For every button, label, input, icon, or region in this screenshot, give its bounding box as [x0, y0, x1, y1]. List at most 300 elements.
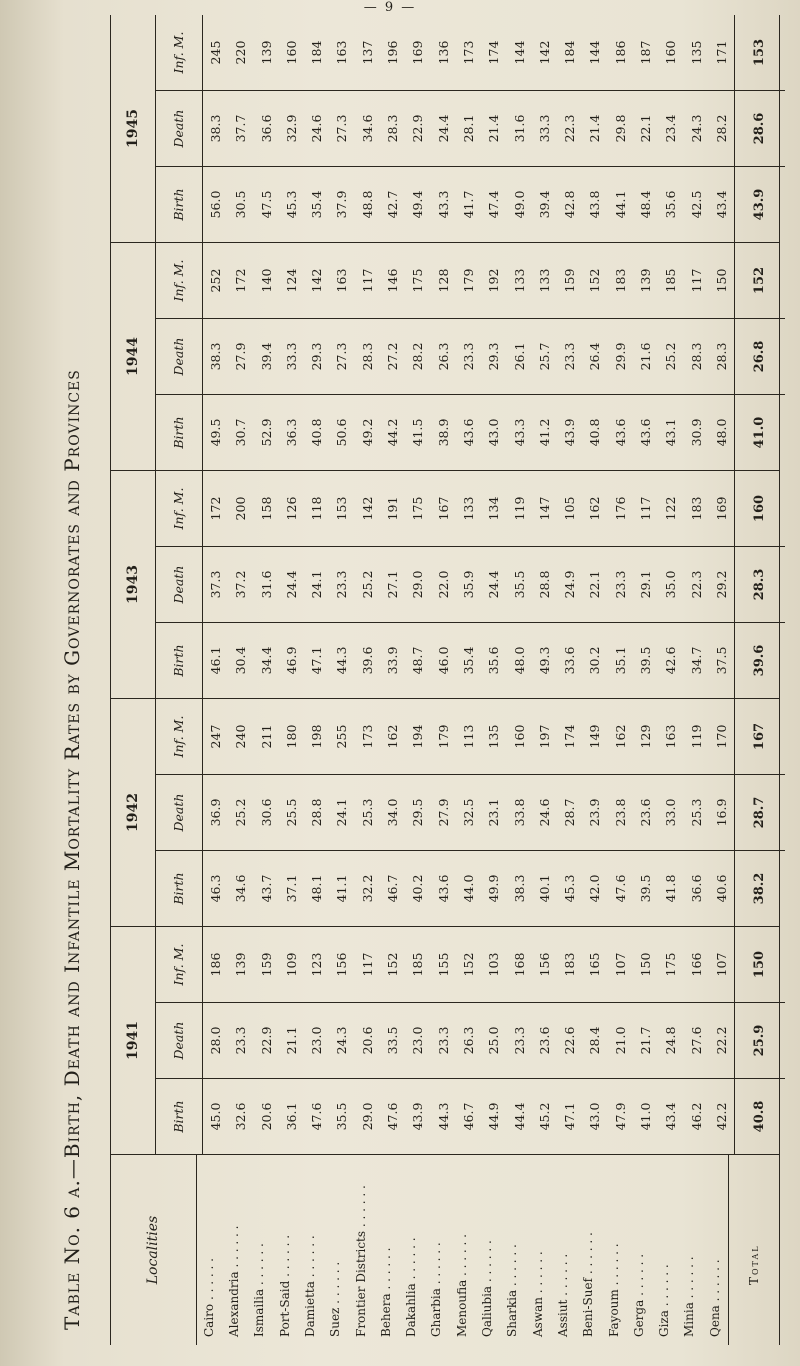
- table-cell: 139: [258, 40, 274, 65]
- table-cell: 166: [688, 952, 704, 977]
- table-cell: 24.4: [486, 570, 502, 599]
- total-cell: 160: [734, 471, 785, 546]
- table-cell: 20.6: [359, 1026, 375, 1055]
- death-column: [203, 1002, 785, 1078]
- locality-row: Damietta . . . . . .: [302, 1235, 317, 1337]
- table-cell: 22.1: [638, 114, 654, 143]
- table-cell: 191: [385, 496, 401, 521]
- value-columns: [203, 927, 785, 1154]
- total-cell: 39.6: [734, 623, 785, 698]
- table-cell: 23.4: [663, 114, 679, 143]
- table-cell: 24.8: [663, 1026, 679, 1055]
- table-cell: 43.7: [258, 874, 274, 903]
- table-cell: 35.9: [460, 570, 476, 599]
- table-cell: 28.3: [359, 342, 375, 371]
- table-cell: 39.5: [638, 646, 654, 675]
- table-cell: 21.4: [486, 114, 502, 143]
- table-cell: 156: [334, 952, 350, 977]
- table-cell: 35.0: [663, 570, 679, 599]
- table-cell: 44.9: [486, 1102, 502, 1131]
- value-columns: [203, 15, 785, 242]
- inf-column: [203, 15, 785, 90]
- table-cell: 174: [486, 40, 502, 65]
- table-cell: 35.5: [511, 570, 527, 599]
- birth-column: [203, 166, 785, 242]
- table-cell: 33.8: [511, 798, 527, 827]
- table-cell: 163: [663, 724, 679, 749]
- birth-column: [203, 622, 785, 698]
- localities-list: [197, 1155, 728, 1345]
- table-cell: 139: [638, 268, 654, 293]
- inf-column: [203, 699, 785, 774]
- table-cell: 135: [688, 40, 704, 65]
- table-cell: 28.2: [410, 342, 426, 371]
- sub-header-death: Death: [156, 774, 202, 850]
- locality-row: Aswan . . . . . .: [530, 1251, 545, 1337]
- table-cell: 24.1: [309, 570, 325, 599]
- table-cell: 146: [385, 268, 401, 293]
- table-cell: 29.3: [486, 342, 502, 371]
- table-cell: 107: [713, 952, 729, 977]
- table-cell: 43.6: [612, 418, 628, 447]
- table-cell: 197: [536, 724, 552, 749]
- table-cell: 150: [638, 952, 654, 977]
- table-cell: 24.9: [562, 570, 578, 599]
- table-cell: 25.2: [663, 342, 679, 371]
- table-cell: 22.0: [435, 570, 451, 599]
- table-cell: 117: [359, 268, 375, 293]
- locality-row: Gerga . . . . . .: [631, 1253, 646, 1337]
- locality-row: Ismailia . . . . . .: [252, 1243, 267, 1337]
- table-cell: 23.3: [334, 570, 350, 599]
- value-columns: [203, 243, 785, 470]
- table-cell: 45.3: [562, 874, 578, 903]
- locality-row: Port-Said . . . . . .: [277, 1234, 292, 1337]
- table-cell: 47.6: [612, 874, 628, 903]
- table-cell: 173: [359, 724, 375, 749]
- table-cell: 24.4: [283, 570, 299, 599]
- table-cell: 25.0: [486, 1026, 502, 1055]
- table-cell: 23.3: [435, 1026, 451, 1055]
- table-cell: 118: [309, 496, 325, 521]
- table-cell: 105: [562, 496, 578, 521]
- table-cell: 37.5: [713, 646, 729, 675]
- table-cell: 33.3: [283, 342, 299, 371]
- table-cell: 117: [688, 268, 704, 293]
- year-group-1942: [111, 698, 779, 926]
- locality-row: Dakahlia . . . . . .: [404, 1237, 419, 1337]
- table-cell: 29.8: [612, 114, 628, 143]
- table-cell: 133: [536, 268, 552, 293]
- table-cell: 184: [562, 40, 578, 65]
- locality-row: Behera . . . . . .: [378, 1247, 393, 1337]
- table-cell: 252: [208, 268, 223, 293]
- table-cell: 27.3: [334, 342, 350, 371]
- table-cell: 43.4: [663, 1102, 679, 1131]
- total-cell: 153: [734, 15, 785, 90]
- table-cell: 30.4: [233, 646, 249, 675]
- value-columns: [203, 471, 785, 698]
- table-cell: 43.0: [486, 418, 502, 447]
- table-cell: 43.3: [511, 418, 527, 447]
- birth-column: [203, 394, 785, 470]
- table-cell: 28.3: [385, 114, 401, 143]
- table-cell: 21.7: [638, 1026, 654, 1055]
- table-cell: 46.1: [208, 646, 223, 675]
- table-cell: 39.5: [638, 874, 654, 903]
- mortality-table: [110, 15, 780, 1345]
- sub-header-inf: Inf. M.: [171, 31, 186, 74]
- table-cell: 152: [460, 952, 476, 977]
- table-cell: 30.7: [233, 418, 249, 447]
- locality-row: Qena . . . . . .: [707, 1259, 722, 1337]
- table-cell: 44.2: [385, 418, 401, 447]
- table-cell: 175: [410, 268, 426, 293]
- table-cell: 107: [612, 952, 628, 977]
- table-cell: 43.9: [562, 418, 578, 447]
- sub-header-death: Death: [156, 90, 202, 166]
- locality-row: Beni-Suef . . . . . .: [581, 1232, 596, 1337]
- table-cell: 29.3: [309, 342, 325, 371]
- table-cell: 160: [511, 724, 527, 749]
- table-cell: 183: [688, 496, 704, 521]
- table-cell: 180: [283, 724, 299, 749]
- sub-headers: [156, 15, 203, 242]
- total-cell: 152: [734, 243, 785, 318]
- value-columns: [203, 699, 785, 926]
- table-cell: 47.5: [258, 190, 274, 219]
- death-column: [203, 318, 785, 394]
- table-cell: 45.2: [536, 1102, 552, 1131]
- table-cell: 48.0: [713, 418, 729, 447]
- table-cell: 32.6: [233, 1102, 249, 1131]
- birth-column: [203, 1078, 785, 1154]
- table-cell: 37.2: [233, 570, 249, 599]
- table-cell: 20.6: [258, 1102, 274, 1131]
- table-cell: 22.6: [562, 1026, 578, 1055]
- table-cell: 119: [511, 496, 527, 521]
- table-cell: 117: [638, 496, 654, 521]
- table-cell: 44.4: [511, 1102, 527, 1131]
- table-cell: 255: [334, 724, 350, 749]
- table-cell: 135: [486, 724, 502, 749]
- table-cell: 26.3: [460, 1026, 476, 1055]
- table-cell: 39.4: [536, 190, 552, 219]
- table-cell: 133: [460, 496, 476, 521]
- table-cell: 176: [612, 496, 628, 521]
- table-cell: 40.8: [587, 418, 603, 447]
- table-cell: 43.1: [663, 418, 679, 447]
- birth-column: [203, 850, 785, 926]
- table-cell: 33.3: [536, 114, 552, 143]
- table-cell: 48.8: [359, 190, 375, 219]
- total-cell: 167: [734, 699, 785, 774]
- table-cell: 172: [233, 268, 249, 293]
- table-cell: 26.1: [511, 342, 527, 371]
- total-cell: 43.9: [734, 167, 785, 242]
- locality-row: Giza . . . . . .: [657, 1264, 672, 1337]
- table-cell: 49.2: [359, 418, 375, 447]
- table-cell: 175: [410, 496, 426, 521]
- table-cell: 28.8: [536, 570, 552, 599]
- table-cell: 159: [562, 268, 578, 293]
- table-cell: 28.1: [460, 114, 476, 143]
- table-cell: 21.6: [638, 342, 654, 371]
- locality-row: Sharkia . . . . . .: [505, 1244, 520, 1337]
- total-cell: 28.3: [734, 547, 785, 622]
- table-cell: 27.9: [435, 798, 451, 827]
- table-cell: 220: [233, 40, 249, 65]
- table-cell: 174: [562, 724, 578, 749]
- table-cell: 247: [208, 724, 223, 749]
- localities-header: Localities: [111, 1155, 197, 1345]
- table-cell: 192: [486, 268, 502, 293]
- total-cell: 38.2: [734, 851, 785, 926]
- table-cell: 30.9: [688, 418, 704, 447]
- table-cell: 36.3: [283, 418, 299, 447]
- death-column: [203, 90, 785, 166]
- table-cell: 43.8: [587, 190, 603, 219]
- sub-header-inf: Inf. M.: [171, 487, 186, 530]
- total-cell: 150: [734, 927, 785, 1002]
- table-cell: 28.0: [208, 1026, 223, 1055]
- table-cell: 36.9: [208, 798, 223, 827]
- sub-header-death: Death: [156, 1002, 202, 1078]
- table-cell: 39.4: [258, 342, 274, 371]
- table-cell: 187: [638, 40, 654, 65]
- table-cell: 179: [435, 724, 451, 749]
- table-cell: 183: [612, 268, 628, 293]
- table-cell: 185: [663, 268, 679, 293]
- table-cell: 30.6: [258, 798, 274, 827]
- table-cell: 49.3: [536, 646, 552, 675]
- table-cell: 117: [359, 952, 375, 977]
- table-cell: 48.0: [511, 646, 527, 675]
- table-cell: 47.4: [486, 190, 502, 219]
- table-cell: 165: [587, 952, 603, 977]
- table-cell: 50.6: [334, 418, 350, 447]
- table-cell: 173: [460, 40, 476, 65]
- locality-row: Qaliubia . . . . . .: [480, 1240, 495, 1337]
- table-cell: 27.1: [385, 570, 401, 599]
- table-cell: 34.4: [258, 646, 274, 675]
- table-cell: 22.1: [587, 570, 603, 599]
- table-cell: 24.1: [334, 798, 350, 827]
- table-cell: 198: [309, 724, 325, 749]
- table-cell: 22.3: [688, 570, 704, 599]
- table-cell: 40.2: [410, 874, 426, 903]
- table-cell: 34.6: [359, 114, 375, 143]
- table-cell: 26.3: [435, 342, 451, 371]
- table-cell: 22.9: [410, 114, 426, 143]
- locality-row: Menoufia . . . . . .: [454, 1233, 469, 1337]
- table-cell: 38.3: [208, 342, 223, 371]
- table-cell: 47.6: [309, 1102, 325, 1131]
- total-label: Total: [728, 1155, 779, 1345]
- table-cell: 37.1: [283, 874, 299, 903]
- table-cell: 29.9: [612, 342, 628, 371]
- table-cell: 43.3: [435, 190, 451, 219]
- table-cell: 30.5: [233, 190, 249, 219]
- table-cell: 186: [612, 40, 628, 65]
- table-cell: 38.3: [511, 874, 527, 903]
- table-cell: 23.3: [562, 342, 578, 371]
- table-cell: 129: [638, 724, 654, 749]
- table-cell: 41.8: [663, 874, 679, 903]
- table-cell: 47.6: [385, 1102, 401, 1131]
- table-title: Table No. 6 a.—Birth, Death and Infantile Mortality Rates by Governorates and Provinces: [60, 369, 84, 1330]
- page-number: — 9 —: [363, 0, 417, 15]
- table-cell: 44.0: [460, 874, 476, 903]
- table-cell: 24.4: [435, 114, 451, 143]
- table-cell: 159: [258, 952, 274, 977]
- table-cell: 169: [713, 496, 729, 521]
- year-group-1943: [111, 470, 779, 698]
- table-cell: 140: [258, 268, 274, 293]
- table-cell: 160: [663, 40, 679, 65]
- table-cell: 122: [663, 496, 679, 521]
- table-cell: 28.3: [688, 342, 704, 371]
- table-cell: 23.6: [536, 1026, 552, 1055]
- table-cell: 31.6: [258, 570, 274, 599]
- table-cell: 43.6: [638, 418, 654, 447]
- year-group-1945: [111, 15, 779, 242]
- table-cell: 28.8: [309, 798, 325, 827]
- sub-headers: [156, 243, 203, 470]
- total-cell: 41.0: [734, 395, 785, 470]
- years-block: [111, 15, 779, 1154]
- table-cell: 38.9: [435, 418, 451, 447]
- table-cell: 184: [309, 40, 325, 65]
- table-cell: 21.4: [587, 114, 603, 143]
- table-cell: 28.4: [587, 1026, 603, 1055]
- table-cell: 41.7: [460, 190, 476, 219]
- table-cell: 34.0: [385, 798, 401, 827]
- table-cell: 29.0: [359, 1102, 375, 1131]
- sub-header-inf: Inf. M.: [171, 259, 186, 302]
- table-cell: 163: [334, 268, 350, 293]
- table-cell: 36.6: [688, 874, 704, 903]
- sub-headers: [156, 699, 203, 926]
- table-cell: 35.4: [309, 190, 325, 219]
- table-cell: 162: [385, 724, 401, 749]
- table-cell: 149: [587, 724, 603, 749]
- table-cell: 139: [233, 952, 249, 977]
- inf-column: [203, 243, 785, 318]
- table-cell: 37.7: [233, 114, 249, 143]
- table-cell: 43.6: [460, 418, 476, 447]
- table-cell: 22.2: [713, 1026, 729, 1055]
- locality-row: Gharbia . . . . . .: [429, 1242, 444, 1337]
- table-cell: 183: [562, 952, 578, 977]
- table-cell: 47.1: [562, 1102, 578, 1131]
- table-cell: 42.8: [562, 190, 578, 219]
- table-cell: 23.0: [410, 1026, 426, 1055]
- table-cell: 172: [208, 496, 223, 521]
- table-cell: 44.1: [612, 190, 628, 219]
- table-cell: 27.6: [688, 1026, 704, 1055]
- table-cell: 28.3: [713, 342, 729, 371]
- table-cell: 175: [663, 952, 679, 977]
- locality-row: Assiut . . . . . .: [555, 1253, 570, 1337]
- sub-header-birth: Birth: [156, 1078, 202, 1154]
- table-cell: 49.5: [208, 418, 223, 447]
- table-cell: 25.3: [359, 798, 375, 827]
- table-cell: 170: [713, 724, 729, 749]
- locality-row: Fayoum . . . . . .: [606, 1243, 621, 1337]
- table-cell: 152: [385, 952, 401, 977]
- table-cell: 42.2: [713, 1102, 729, 1131]
- table-cell: 22.3: [562, 114, 578, 143]
- table-cell: 24.6: [536, 798, 552, 827]
- table-cell: 142: [359, 496, 375, 521]
- table-cell: 41.2: [536, 418, 552, 447]
- table-cell: 44.3: [334, 646, 350, 675]
- table-cell: 167: [435, 496, 451, 521]
- table-cell: 36.1: [283, 1102, 299, 1131]
- table-cell: 43.4: [713, 190, 729, 219]
- table-cell: 23.3: [612, 570, 628, 599]
- year-header: 1945: [111, 15, 156, 242]
- table-cell: 37.3: [208, 570, 223, 599]
- table-cell: 41.1: [334, 874, 350, 903]
- table-cell: 16.9: [713, 798, 729, 827]
- table-cell: 42.5: [688, 190, 704, 219]
- table-cell: 25.2: [359, 570, 375, 599]
- table-cell: 119: [688, 724, 704, 749]
- table-cell: 48.1: [309, 874, 325, 903]
- table-cell: 47.9: [612, 1102, 628, 1131]
- table-cell: 24.3: [688, 114, 704, 143]
- table-cell: 142: [309, 268, 325, 293]
- table-cell: 46.7: [460, 1102, 476, 1131]
- table-cell: 32.2: [359, 874, 375, 903]
- table-cell: 29.2: [713, 570, 729, 599]
- table-cell: 46.9: [283, 646, 299, 675]
- sub-headers: [156, 471, 203, 698]
- year-group-1941: [111, 926, 779, 1154]
- year-header: 1944: [111, 243, 156, 470]
- table-cell: 41.5: [410, 418, 426, 447]
- table-cell: 123: [309, 952, 325, 977]
- table-cell: 27.3: [334, 114, 350, 143]
- locality-row: Minia . . . . . .: [682, 1256, 697, 1337]
- table-cell: 28.2: [713, 114, 729, 143]
- table-cell: 24.3: [334, 1026, 350, 1055]
- table-cell: 196: [385, 40, 401, 65]
- table-cell: 33.9: [385, 646, 401, 675]
- table-cell: 23.1: [486, 798, 502, 827]
- table-cell: 211: [258, 724, 274, 749]
- table-cell: 35.4: [460, 646, 476, 675]
- table-cell: 133: [511, 268, 527, 293]
- table-cell: 200: [233, 496, 249, 521]
- table-cell: 23.8: [612, 798, 628, 827]
- locality-row: Cairo . . . . . .: [201, 1258, 216, 1337]
- locality-row: Alexandria . . . . . .: [227, 1225, 242, 1337]
- total-cell: 26.8: [734, 319, 785, 394]
- sub-header-birth: Birth: [156, 394, 202, 470]
- table-cell: 144: [511, 40, 527, 65]
- table-cell: 49.4: [410, 190, 426, 219]
- locality-row: Frontier Districts . . . . . .: [353, 1185, 368, 1337]
- table-cell: 32.9: [283, 114, 299, 143]
- table-cell: 30.2: [587, 646, 603, 675]
- table-cell: 150: [713, 268, 729, 293]
- table-cell: 155: [435, 952, 451, 977]
- table-cell: 158: [258, 496, 274, 521]
- table-cell: 171: [713, 40, 729, 65]
